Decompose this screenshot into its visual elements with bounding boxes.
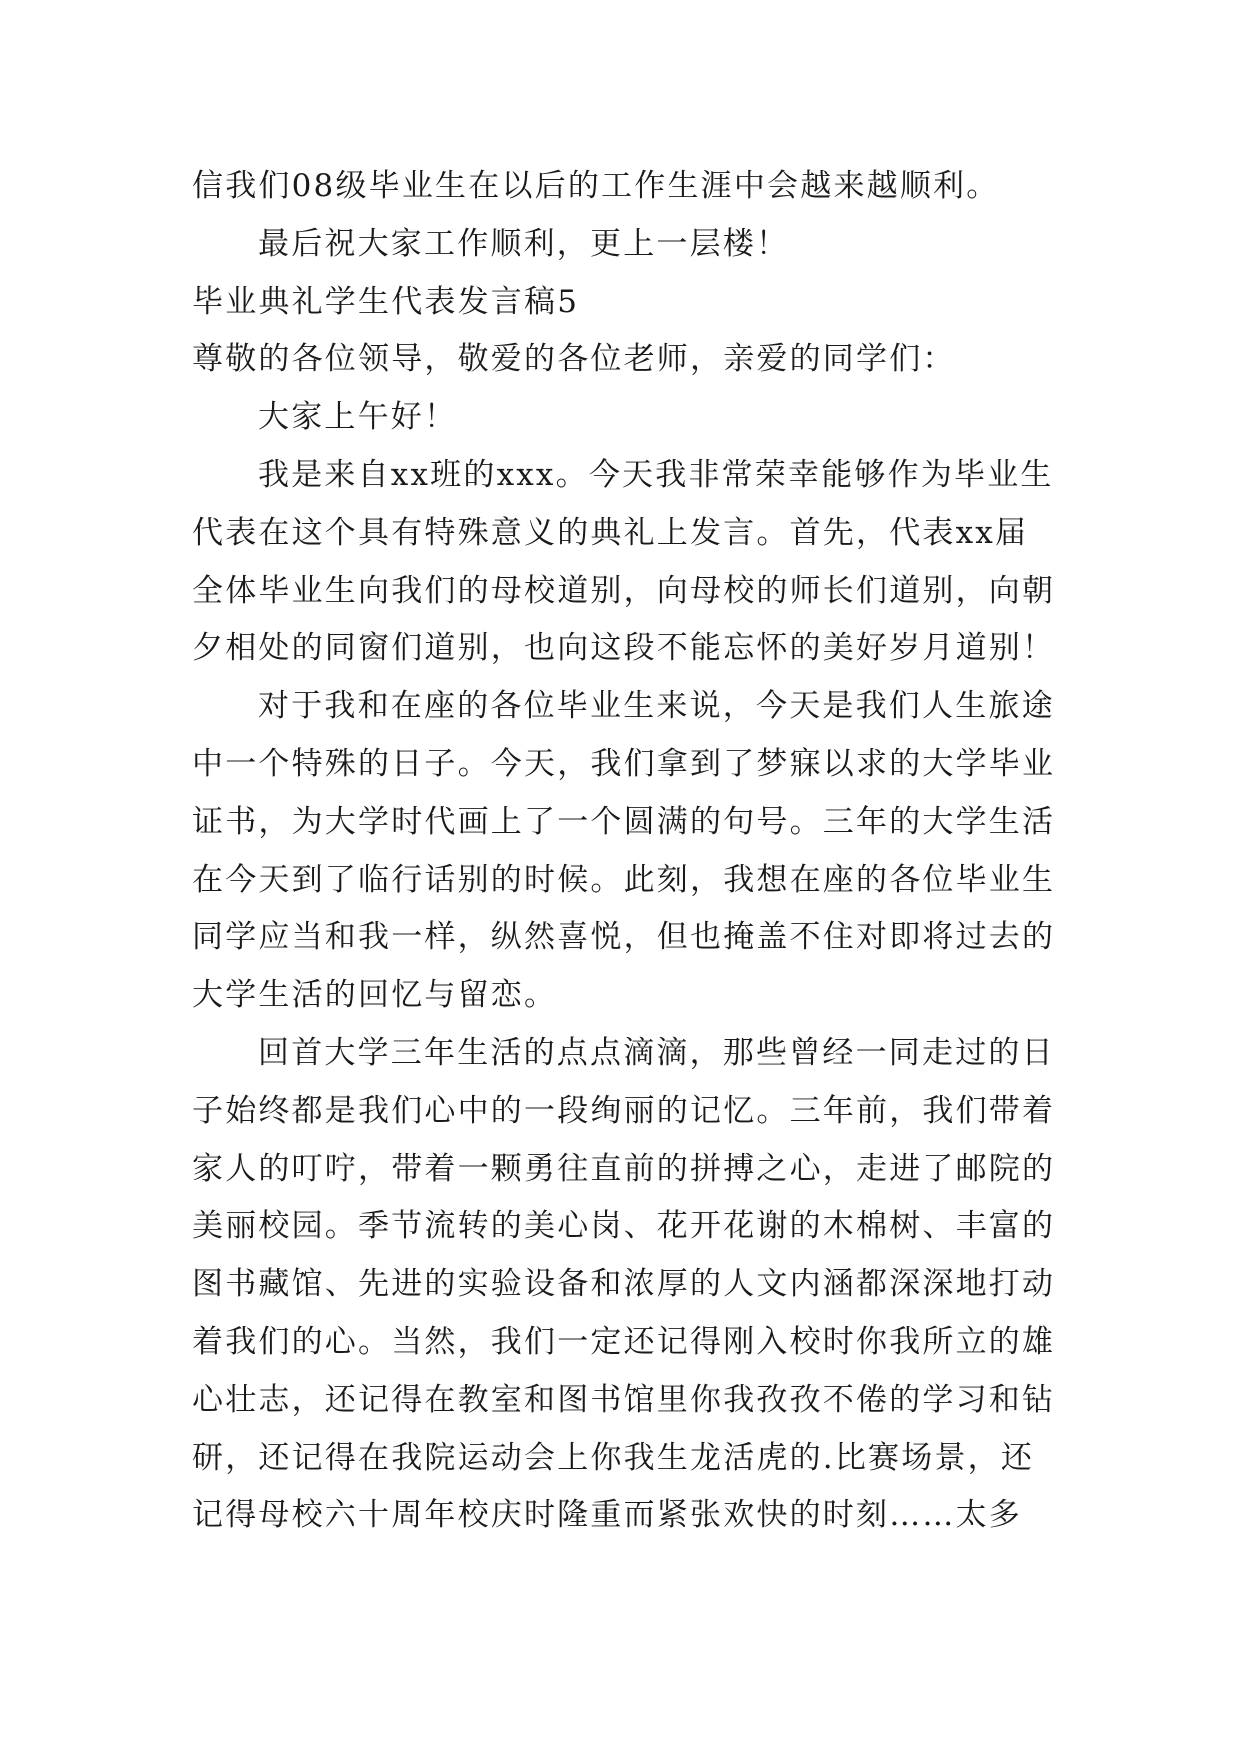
text-line: 夕相处的同窗们道别，也向这段不能忘怀的美好岁月道别！	[192, 630, 1056, 667]
text-line: 在今天到了临行话别的时候。此刻，我想在座的各位毕业生	[192, 861, 1056, 898]
text-line: 对于我和在座的各位毕业生来说，今天是我们人生旅途	[258, 688, 1055, 725]
text-line: 美丽校园。季节流转的美心岗、花开花谢的木棉树、丰富的	[192, 1208, 1056, 1245]
text-line: 中一个特殊的日子。今天，我们拿到了梦寐以求的大学毕业	[192, 745, 1056, 782]
closing-wish-line: 最后祝大家工作顺利，更上一层楼！	[258, 225, 790, 262]
text-line: 信我们08级毕业生在以后的工作生涯中会越来越顺利。	[192, 168, 1000, 204]
text-line: 证书，为大学时代画上了一个圆满的句号。三年的大学生活	[192, 803, 1056, 840]
text-line: 回首大学三年生活的点点滴滴，那些曾经一同走过的日	[258, 1034, 1055, 1071]
text-line: 代表在这个具有特殊意义的典礼上发言。首先，代表xx届	[192, 514, 1029, 551]
text-line: 心壮志，还记得在教室和图书馆里你我孜孜不倦的学习和钻	[192, 1381, 1056, 1418]
text-line: 着我们的心。当然，我们一定还记得刚入校时你我所立的雄	[192, 1323, 1056, 1360]
speech-title: 毕业典礼学生代表发言稿5	[192, 283, 580, 320]
text-line: 大学生活的回忆与留恋。	[192, 977, 558, 1014]
text-line: 子始终都是我们心中的一段绚丽的记忆。三年前，我们带着	[192, 1092, 1056, 1129]
text-line: 记得母校六十周年校庆时隆重而紧张欢快的时刻……太多	[192, 1497, 1022, 1534]
text-line: 研，还记得在我院运动会上你我生龙活虎的.比赛场景，还	[192, 1439, 1035, 1476]
text-line: 我是来自xx班的xxx。今天我非常荣幸能够作为毕业生	[258, 456, 1054, 493]
salutation-line: 尊敬的各位领导，敬爱的各位老师，亲爱的同学们：	[192, 341, 956, 378]
text-line: 同学应当和我一样，纵然喜悦，但也掩盖不住对即将过去的	[192, 919, 1056, 956]
text-line: 全体毕业生向我们的母校道别，向母校的师长们道别，向朝	[192, 572, 1056, 609]
text-line: 图书藏馆、先进的实验设备和浓厚的人文内涵都深深地打动	[192, 1266, 1056, 1303]
text-line: 家人的叮咛，带着一颗勇往直前的拼搏之心，走进了邮院的	[192, 1150, 1056, 1187]
greeting-line: 大家上午好！	[258, 399, 458, 436]
document-body	[192, 158, 1056, 1545]
